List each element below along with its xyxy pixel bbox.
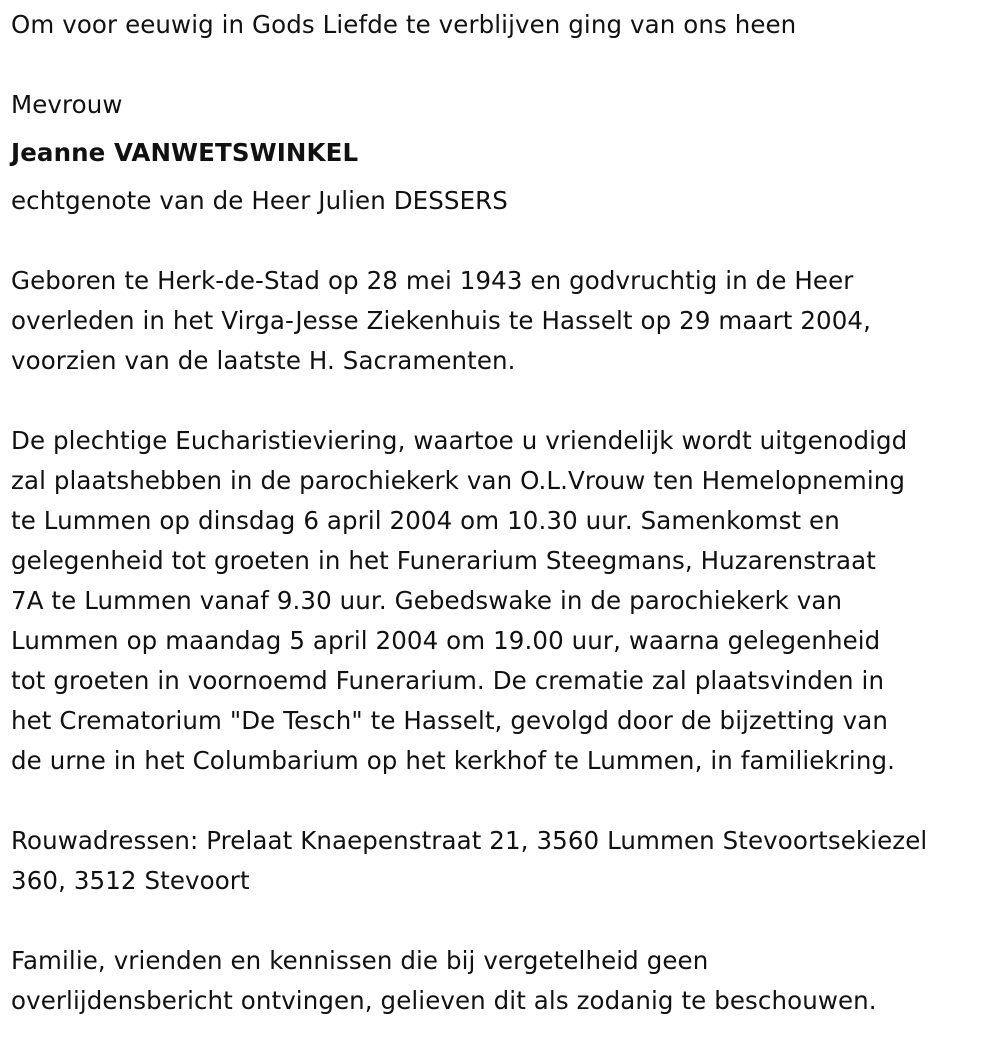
salutation: Mevrouw	[11, 90, 123, 119]
spouse-line: echtgenote van de Heer Julien DESSERS	[11, 186, 508, 215]
birth-death-line: Geboren te Herk-de-Stad op 28 mei 1943 en godvruchtig in de Heer	[11, 266, 854, 295]
closing-line: overlijdensbericht ontvingen, gelieven dit als zodanig te beschouwen.	[11, 986, 877, 1015]
ceremony-line: De plechtige Eucharistieviering, waartoe u vriendelijk wordt uitgenodigd	[11, 426, 908, 455]
address-line: 360, 3512 Stevoort	[11, 866, 250, 895]
deceased-name: Jeanne VANWETSWINKEL	[11, 138, 359, 167]
ceremony-line: tot groeten in voornoemd Funerarium. De crematie zal plaatsvinden in	[11, 666, 885, 695]
ceremony-line: het Crematorium "De Tesch" te Hasselt, gevolgd door de bijzetting van	[11, 706, 888, 735]
address-line: Rouwadressen: Prelaat Knaepenstraat 21, 3560 Lummen Stevoortsekiezel	[11, 826, 928, 855]
ceremony-line: 7A te Lummen vanaf 9.30 uur. Gebedswake in de parochiekerk van	[11, 586, 843, 615]
ceremony-line: te Lummen op dinsdag 6 april 2004 om 10.30 uur. Samenkomst en	[11, 506, 840, 535]
ceremony-line: Lummen op maandag 5 april 2004 om 19.00 uur, waarna gelegenheid	[11, 626, 881, 655]
intro-text: Om voor eeuwig in Gods Liefde te verblijven ging van ons heen	[11, 10, 797, 39]
closing-line: Familie, vrienden en kennissen die bij vergetelheid geen	[11, 946, 709, 975]
birth-death-line: voorzien van de laatste H. Sacramenten.	[11, 346, 516, 375]
ceremony-line: zal plaatshebben in de parochiekerk van O.L.Vrouw ten Hemelopneming	[11, 466, 906, 495]
ceremony-line: de urne in het Columbarium op het kerkhof te Lummen, in familiekring.	[11, 746, 895, 775]
birth-death-line: overleden in het Virga-Jesse Ziekenhuis te Hasselt op 29 maart 2004,	[11, 306, 871, 335]
ceremony-line: gelegenheid tot groeten in het Funerarium Steegmans, Huzarenstraat	[11, 546, 876, 575]
